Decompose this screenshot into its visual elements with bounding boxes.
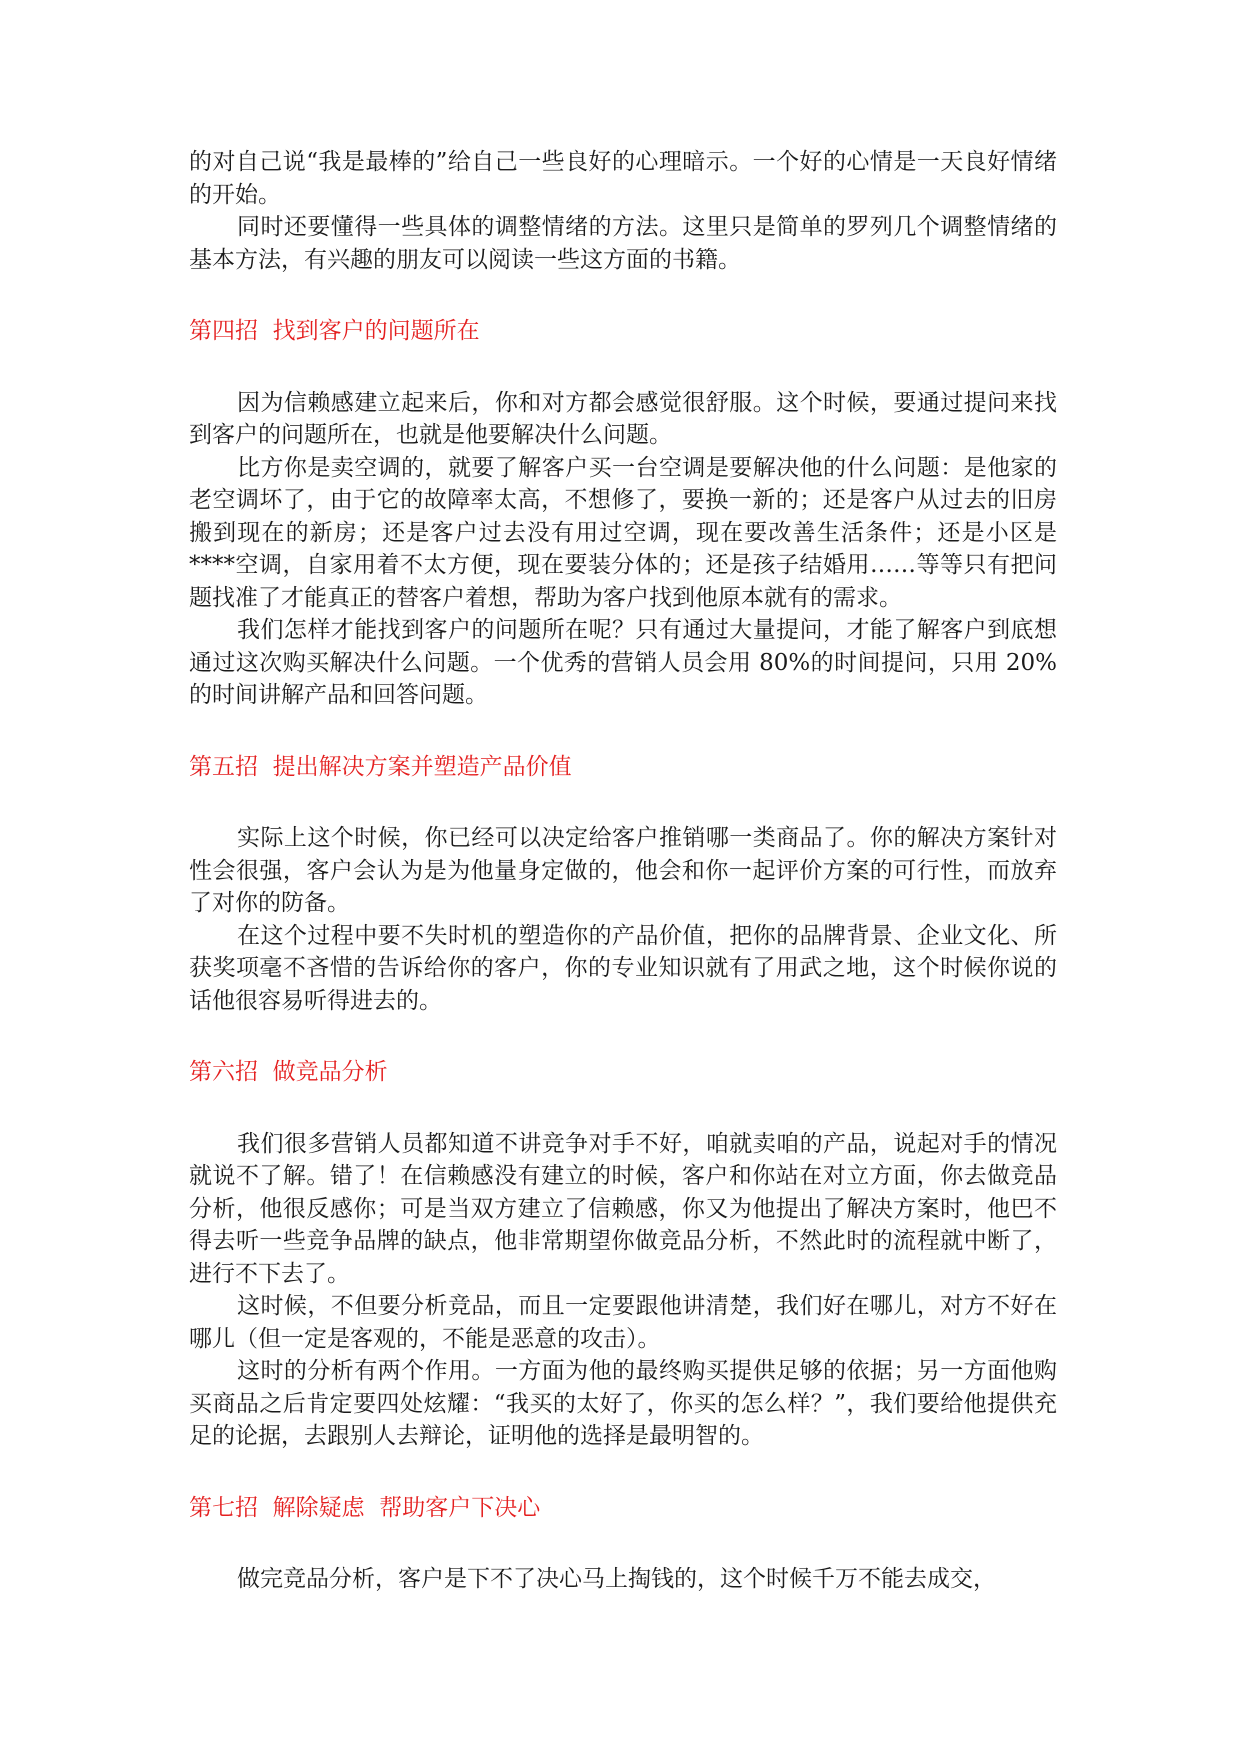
section-heading-6: 第六招 做竞品分析 <box>189 1059 388 1085</box>
section-heading-7: 第七招 解除疑虑 帮助客户下决心 <box>189 1494 541 1521</box>
section7-paragraph-1: 做完竞品分析，客户是下不了决心马上掏钱的，这个时候千万不能去成交， <box>237 1566 996 1592</box>
section-heading-4: 第四招 找到客户的问题所在 <box>189 318 480 344</box>
section6-paragraph-2: 这时候，不但要分析竞品，而且一定要跟他讲清楚，我们好在哪儿，对方不好在哪儿（但一定是客观的，不能是恶意的攻击）。 <box>189 1293 1057 1352</box>
section4-paragraph-1: 因为信赖感建立起来后，你和对方都会感觉很舒服。这个时候，要通过提问来找到客户的问题所在，也就是他要解决什么问题。 <box>189 389 1057 448</box>
document-page <box>189 146 1057 1596</box>
section-heading-5: 第五招 提出解决方案并塑造产品价值 <box>189 753 572 780</box>
section4-paragraph-2: 比方你是卖空调的，就要了解客户买一台空调是要解决他的什么问题：是他家的老空调坏了，由于它的故障率太高，不想修了，要换一新的；还是客户从过去的旧房搬到现在的新房；还是客户过去没有用过空调，现在要改善生活条件；还是小区是****空调，自家用着不太方便，现在要装分体的；还是孩子结婚用……等等只有把问题找准了才能真正的替客户着想，帮助为客户找到他原本就有的需求。 <box>189 454 1057 611</box>
section6-paragraph-3: 这时的分析有两个作用。一方面为他的最终购买提供足够的依据；另一方面他购买商品之后肯定要四处炫耀：“我买的太好了，你买的怎么样？”，我们要给他提供充足的论据，去跟别人去辩论，证明他的选择是最明智的。 <box>189 1358 1057 1449</box>
intro-paragraph-1: 的对自己说“我是最棒的”给自己一些良好的心理暗示。一个好的心情是一天良好情绪的开始。 <box>189 149 1057 208</box>
section4-paragraph-3: 我们怎样才能找到客户的问题所在呢？只有通过大量提问，才能了解客户到底想通过这次购买解决什么问题。一个优秀的营销人员会用 80%的时间提问，只用 20%的时间讲解产品和回答问题。 <box>189 617 1057 708</box>
section5-paragraph-2: 在这个过程中要不失时机的塑造你的产品价值，把你的品牌背景、企业文化、所获奖项毫不吝惜的告诉给你的客户，你的专业知识就有了用武之地，这个时候你说的话他很容易听得进去的。 <box>189 922 1057 1014</box>
section6-paragraph-1: 我们很多营销人员都知道不讲竞争对手不好，咱就卖咱的产品，说起对手的情况就说不了解。错了！在信赖感没有建立的时候，客户和你站在对立方面，你去做竞品分析，他很反感你；可是当双方建立了信赖感，你又为他提出了解决方案时，他巴不得去听一些竞争品牌的缺点，他非常期望你做竞品分析，不然此时的流程就中断了，进行不下去了。 <box>189 1130 1057 1287</box>
section5-paragraph-1: 实际上这个时候，你已经可以决定给客户推销哪一类商品了。你的解决方案针对性会很强，客户会认为是为他量身定做的，他会和你一起评价方案的可行性，而放弃了对你的防备。 <box>189 825 1057 916</box>
intro-paragraph-2: 同时还要懂得一些具体的调整情绪的方法。这里只是简单的罗列几个调整情绪的基本方法，有兴趣的朋友可以阅读一些这方面的书籍。 <box>189 214 1057 273</box>
